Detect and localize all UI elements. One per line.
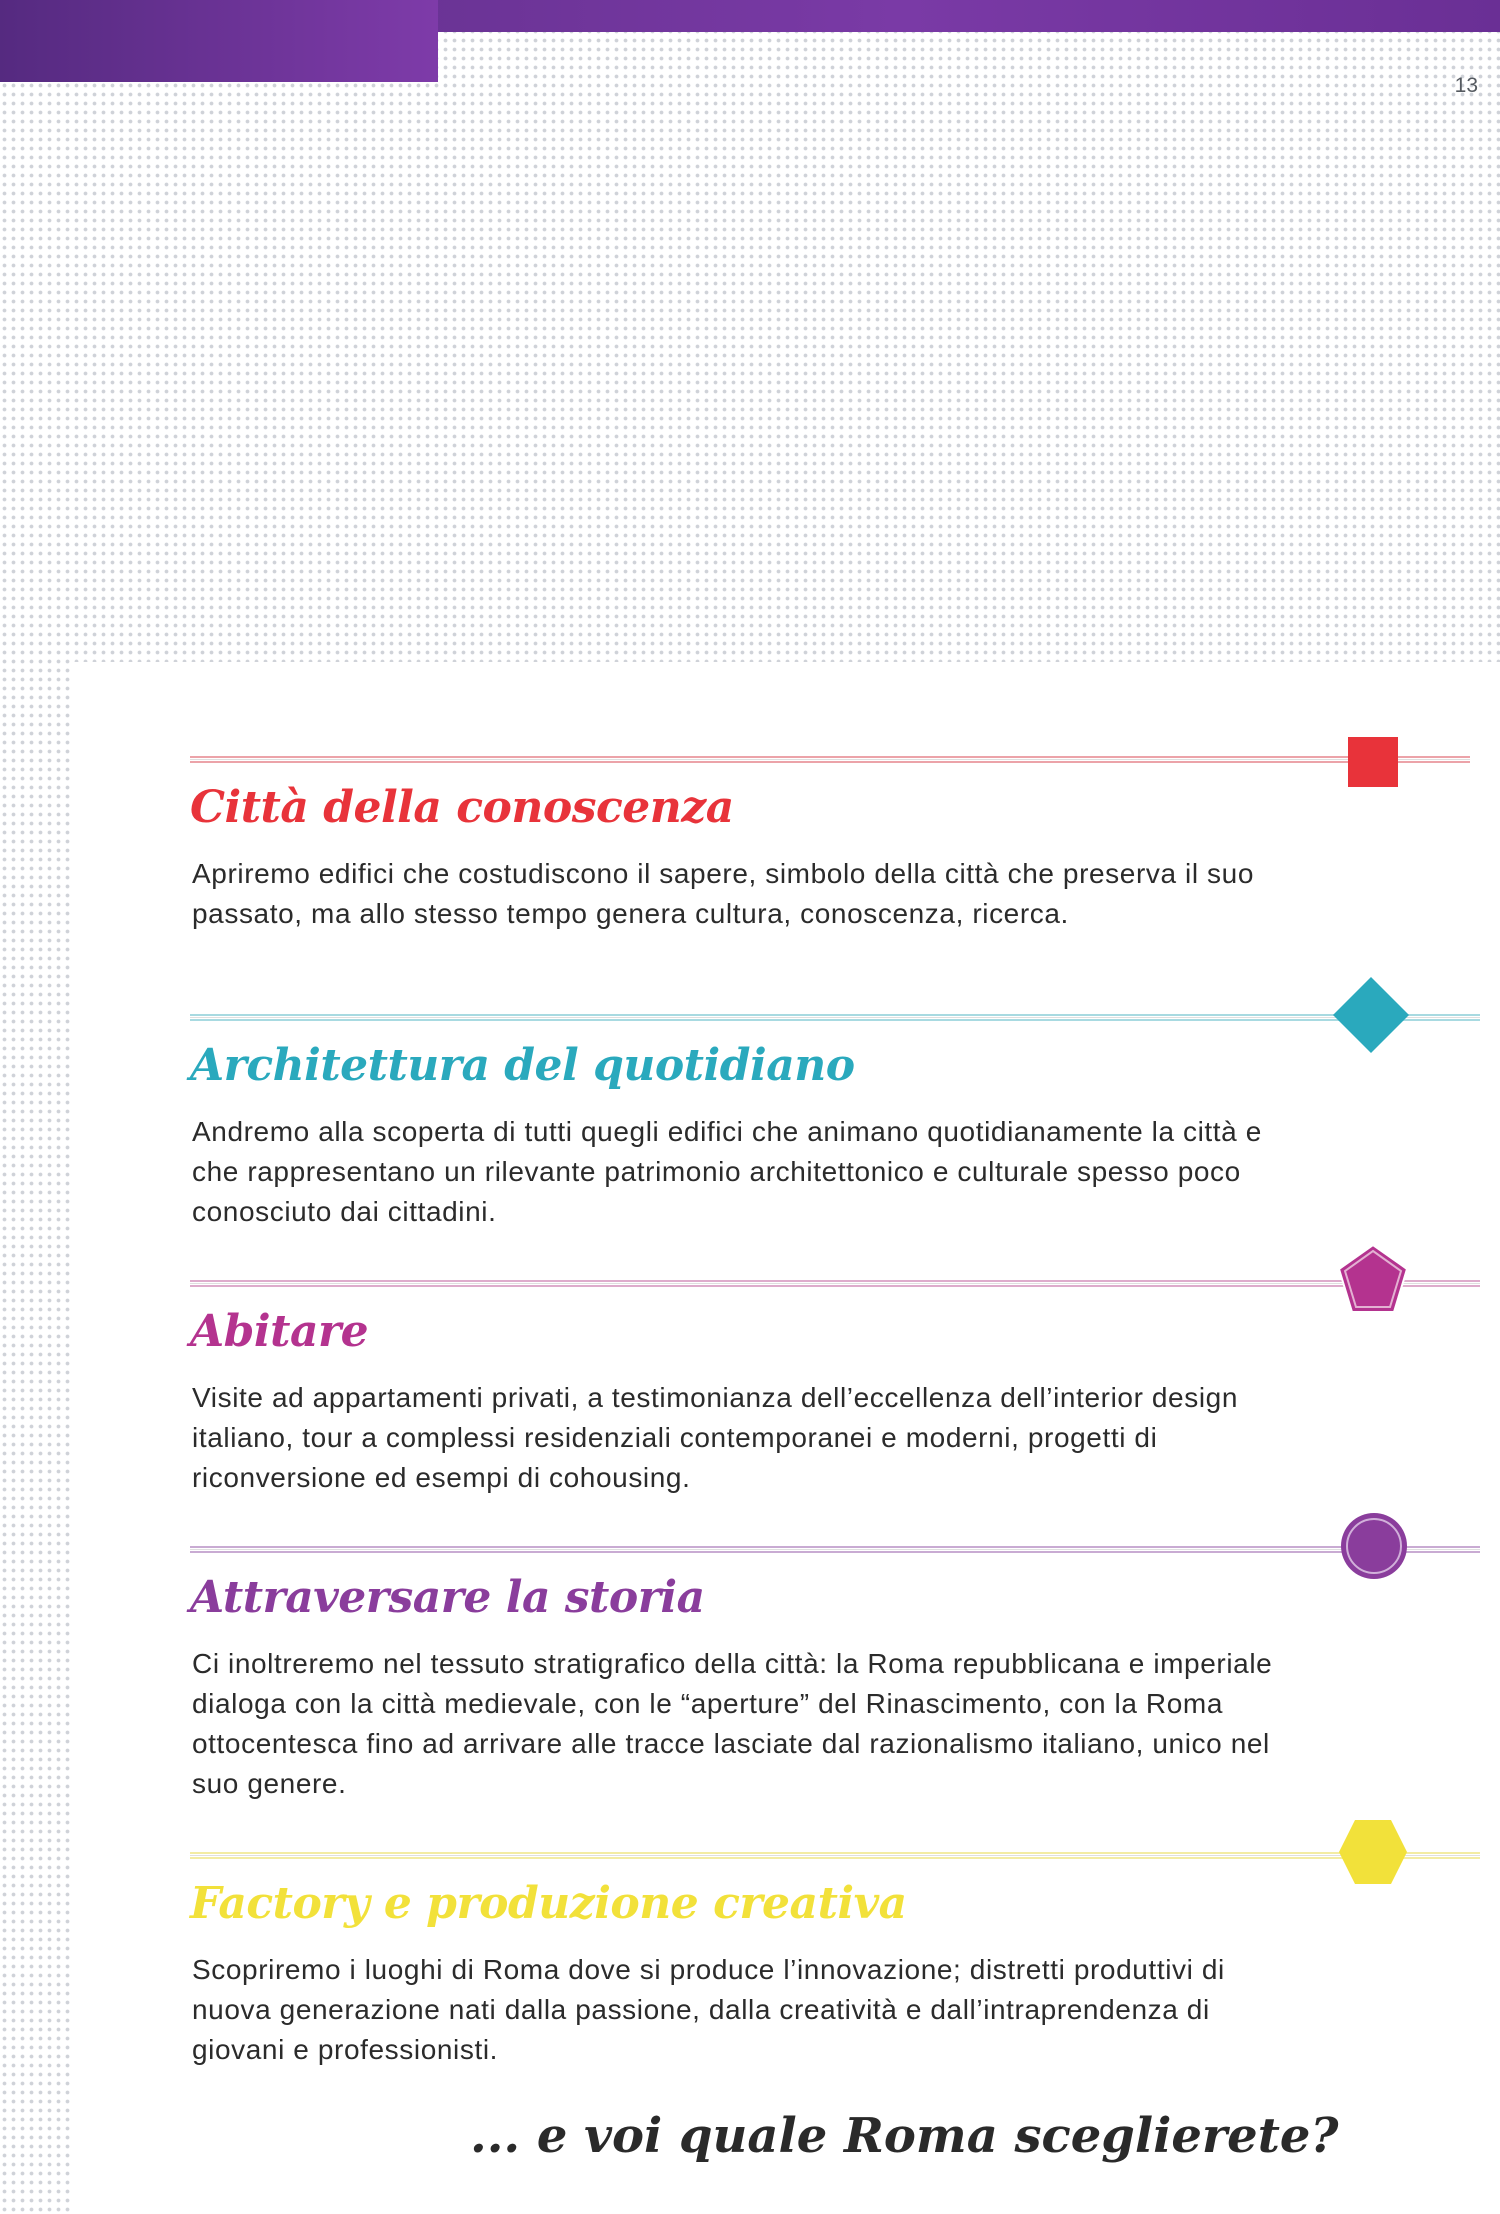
square-icon [1345,734,1401,790]
section-title: Architettura del quotidiano [190,1040,855,1091]
section-title: Città della conoscenza [190,782,734,833]
section-title: Abitare [190,1306,369,1357]
section-divider [190,756,1470,763]
page-number: 13 [1454,74,1478,97]
section-text: Scopriremo i luoghi di Roma dove si produce l’innovazione; distretti produttivi di nuova generazione nati dalla passione, dalla creatività e dall’intraprendenza di giovani e professionisti. [192,1954,1225,2065]
section-divider [190,1014,1480,1021]
circle-icon [1338,1510,1410,1582]
section-text: Andremo alla scoperta di tutti quegli edifici che animano quotidianamente la città e che rappresentano un rilevante patrimonio architettonico e culturale spesso poco conosciuto dai cittadini. [192,1116,1262,1227]
closing-question: ... e voi quale Roma sceglierete? [470,2108,1339,2164]
section-divider [190,1280,1480,1287]
content-panel [70,662,1500,2214]
section-text: Visite ad appartamenti privati, a testimonianza dell’eccellenza dell’interior design italiano, tour a complessi residenziali contemporanei e moderni, progetti di riconversione ed esempi di cohousing. [192,1382,1238,1493]
section-title: Factory e produzione creativa [190,1878,907,1929]
hexagon-icon [1336,1817,1410,1887]
section-divider [190,1852,1480,1859]
pentagon-icon [1336,1242,1410,1316]
section-text: Ci inoltreremo nel tessuto stratigrafico della città: la Roma repubblicana e imperiale dialoga con la città medievale, con le “aperture” del Rinascimento, con la Roma ottocentesca fino ad arrivare alle tracce lasciate dal razionalismo italiano, unico nel suo genere. [192,1648,1273,1799]
section-divider [190,1546,1480,1553]
section-text: Apriremo edifici che costudiscono il sapere, simbolo della città che preserva il suo passato, ma allo stesso tempo genera cultura, conoscenza, ricerca. [192,858,1254,929]
top-color-tab [0,0,438,82]
section-title: Attraversare la storia [190,1572,705,1623]
diamond-icon [1330,974,1412,1056]
